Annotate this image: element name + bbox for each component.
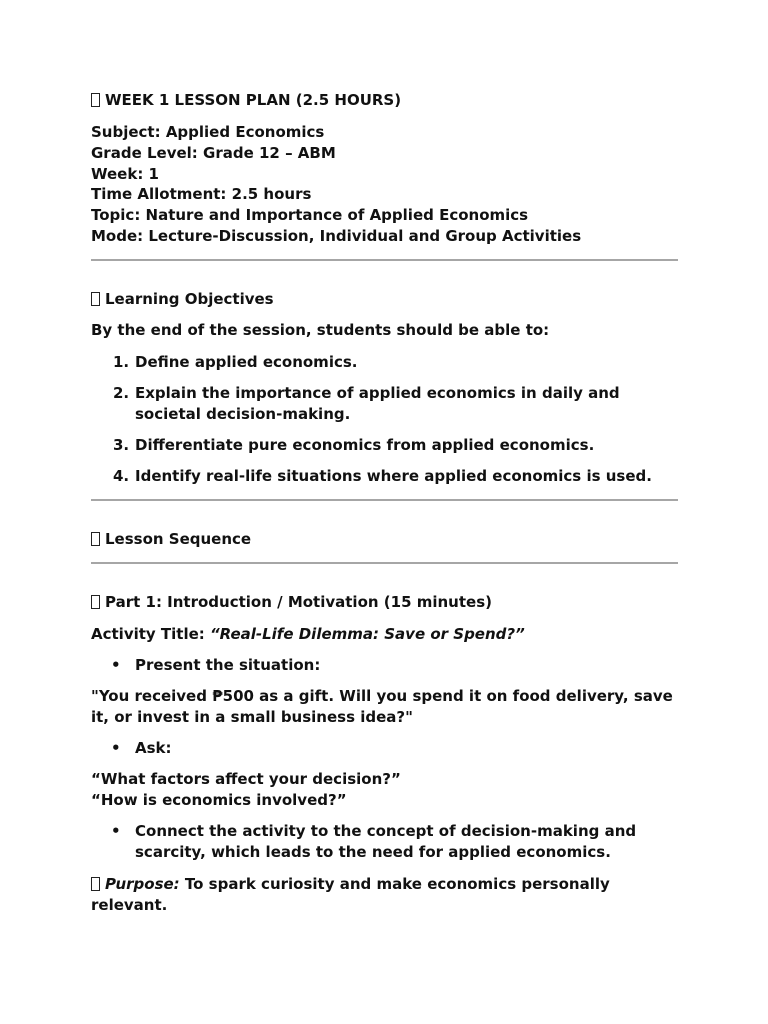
meta-grade-level: Grade Level: Grade 12 – ABM [91, 144, 336, 162]
meta-topic: Topic: Nature and Importance of Applied Economics [91, 206, 529, 224]
emoji-placeholder-icon [91, 877, 100, 891]
part1-heading: Part 1: Introduction / Motivation (15 minutes) [91, 592, 492, 613]
emoji-placeholder-icon [91, 93, 100, 107]
document-page: WEEK 1 LESSON PLAN (2.5 HOURS) Subject: Applied Economics Grade Level: Grade 12 – ABM Week: 1 Time Allotment: 2.5 hours Topic: Nature and Importance of Applied Economics Mode: Lecture-Discussion, Individual and Group Activities Learning Objectives By the end of the session, students should be able to: 1. Define applied economics. 2. Explain the importance of applied economics in daily and societal decision-making. 3. Differentiate pure economics from applied economics. 4. Identify real-life situations where applied economics is used. Lesson Sequence Part 1: Introduction / Motivation (15 minutes) Activity Title: “Real-Life Dilemma: Save or Spend?” • Present the situation: "You received ₱500 as a gift. Will you spend it on food delivery, save it, or invest in a small business idea?" • Ask: “What factors affect your decision?” “How is economics involved?” • Connect the activity to the concept of decision-making and scarcity, which leads to the need for applied economics. Purpose: To spark curiosity and make economics personally relevant. [0, 0, 768, 1024]
objectives-intro: By the end of the session, students should be able to: [91, 321, 550, 339]
divider [91, 499, 678, 501]
meta-week: Week: 1 [91, 165, 159, 183]
emoji-placeholder-icon [91, 292, 100, 306]
meta-time-allotment: Time Allotment: 2.5 hours [91, 185, 312, 203]
question-text: “What factors affect your decision?” [91, 770, 401, 788]
divider [91, 562, 678, 564]
meta-mode: Mode: Lecture-Discussion, Individual and Group Activities [91, 227, 582, 245]
activity-title: Activity Title: “Real-Life Dilemma: Save or Spend?” [91, 625, 525, 643]
page-title: WEEK 1 LESSON PLAN (2.5 HOURS) [91, 90, 401, 111]
sequence-heading: Lesson Sequence [91, 529, 251, 550]
divider [91, 259, 678, 261]
emoji-placeholder-icon [91, 532, 100, 546]
purpose-text: Purpose: To spark curiosity and make economics personally relevant. [91, 875, 610, 914]
question-text: “How is economics involved?” [91, 791, 347, 809]
meta-subject: Subject: Applied Economics [91, 123, 325, 141]
objectives-heading: Learning Objectives [91, 289, 274, 310]
emoji-placeholder-icon [91, 595, 100, 609]
situation-text: "You received ₱500 as a gift. Will you spend it on food delivery, save it, or invest in a small business idea?" [91, 687, 673, 726]
